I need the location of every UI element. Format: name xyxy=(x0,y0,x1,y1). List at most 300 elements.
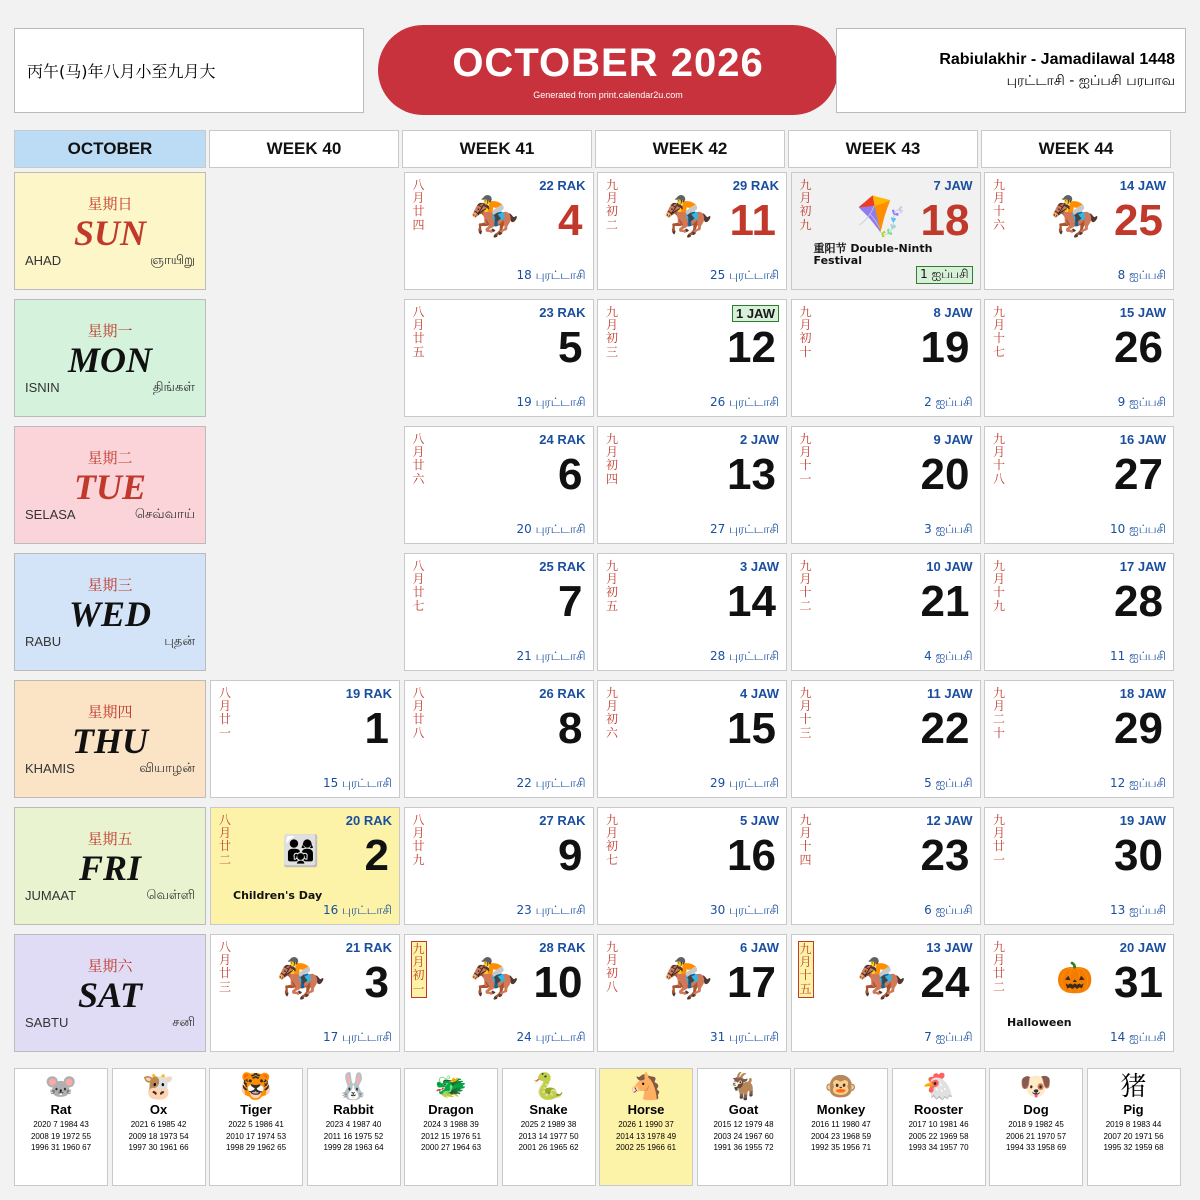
calendar-day-cell[interactable] xyxy=(597,680,787,798)
day-label-english: MON xyxy=(67,340,152,380)
day-label-malay: SELASA xyxy=(25,507,76,522)
day-label-tamil: வியாழன் xyxy=(139,761,195,776)
day-label-chinese: 星期日 xyxy=(87,195,133,213)
calendar-day-cell[interactable] xyxy=(791,172,981,290)
zodiac-year-line: 2022 5 1986 41 xyxy=(228,1120,284,1129)
hijri-date: 26 RAK xyxy=(539,686,586,701)
zodiac-years xyxy=(908,1119,968,1154)
zodiac-name: Rooster xyxy=(913,1102,964,1117)
day-number: 13 xyxy=(727,450,776,499)
zodiac-year-line: 1998 29 1962 65 xyxy=(225,1143,287,1153)
lunar-date: 九月廿二 xyxy=(992,940,1005,994)
day-number: 23 xyxy=(920,831,970,880)
tamil-date: 4 ஐப்பசி xyxy=(924,649,973,663)
hijri-date: 12 JAW xyxy=(926,813,973,828)
tamil-date: 19 புரட்டாசி xyxy=(516,395,586,409)
zodiac-year-line: 2023 4 1987 40 xyxy=(325,1120,382,1129)
lunar-date: 八月廿七 xyxy=(412,559,425,613)
lunar-date: 八月廿八 xyxy=(412,686,425,740)
zodiac-year-line: 1993 34 1957 70 xyxy=(908,1143,969,1153)
zodiac-year-line: 1996 31 1960 67 xyxy=(30,1143,92,1153)
zodiac-year-line: 2011 16 1975 52 xyxy=(323,1131,384,1141)
zodiac-year-line: 2021 6 1985 42 xyxy=(130,1120,187,1129)
hijri-date: 6 JAW xyxy=(739,940,779,955)
day-number: 19 xyxy=(920,323,970,372)
zodiac-year-line: 2001 26 1965 62 xyxy=(518,1143,579,1153)
hijri-date: 11 JAW xyxy=(926,686,973,701)
lunar-date: 九月初十 xyxy=(799,305,812,359)
day-label-english: WED xyxy=(68,594,152,634)
tamil-date: 16 புரட்டாசி xyxy=(323,903,392,917)
lunar-date: 九月十三 xyxy=(799,686,812,740)
tamil-date: 28 புரட்டாசி xyxy=(710,649,779,663)
zodiac-year-line: 2009 18 1973 54 xyxy=(128,1131,189,1141)
tamil-date: 8 ஐப்பசி xyxy=(1117,268,1166,282)
calendar-day-cell[interactable] xyxy=(597,426,787,544)
day-label-tamil: வெள்ளி xyxy=(146,888,195,903)
hijri-date: 15 JAW xyxy=(1119,305,1166,320)
tamil-date: 1 ஐப்பசி xyxy=(916,266,972,284)
tiger-icon: 🐯 xyxy=(239,1071,273,1101)
zodiac-year-line: 2014 13 1978 49 xyxy=(615,1131,677,1141)
horse-icon: 🐴 xyxy=(629,1071,663,1101)
lunar-date: 九月十九 xyxy=(992,559,1005,613)
lunar-date: 八月廿二 xyxy=(218,813,231,867)
calendar-day-cell[interactable] xyxy=(597,553,787,671)
calendar-day-cell[interactable] xyxy=(404,299,594,417)
calendar-day-cell[interactable] xyxy=(791,807,981,925)
day-label-malay: RABU xyxy=(25,634,62,649)
day-number: 8 xyxy=(558,704,583,753)
zodiac-name: Tiger xyxy=(240,1102,272,1117)
day-label-malay: AHAD xyxy=(25,253,62,268)
week-header-3: WEEK 42 xyxy=(595,130,785,168)
hijri-date: 20 JAW xyxy=(1119,940,1166,955)
day-label-tamil: செவ்வாய் xyxy=(134,507,195,522)
hijri-date: 21 RAK xyxy=(345,940,392,955)
hijri-date: 9 JAW xyxy=(933,432,973,447)
zodiac-year-line: 1992 35 1956 71 xyxy=(810,1143,872,1153)
lunar-date: 八月廿四 xyxy=(412,178,425,232)
week-header-2: WEEK 41 xyxy=(402,130,592,168)
tamil-date: 9 ஐப்பசி xyxy=(1117,395,1166,409)
lunar-date: 九月初三 xyxy=(605,305,618,359)
week-header-1: WEEK 40 xyxy=(209,130,399,168)
zodiac-card-pig[interactable] xyxy=(1087,1068,1181,1186)
lunar-date: 九月初九 xyxy=(799,178,812,232)
zodiac-name: Horse xyxy=(627,1102,665,1117)
calendar-day-cell[interactable] xyxy=(791,680,981,798)
tamil-date: 5 ஐப்பசி xyxy=(924,776,973,790)
horse-racing-icon: 🏇 xyxy=(663,195,713,239)
snake-icon: 🐍 xyxy=(532,1071,565,1101)
hijri-date: 1 JAW xyxy=(732,305,779,322)
tamil-date: 15 புரட்டாசி xyxy=(323,776,392,790)
zodiac-name: Dog xyxy=(1023,1102,1049,1117)
day-number: 12 xyxy=(727,323,776,372)
tamil-date: 29 புரட்டாசி xyxy=(710,776,779,790)
calendar-day-cell[interactable] xyxy=(597,807,787,925)
children-icon: 👨‍👩‍👧 xyxy=(282,835,320,868)
calendar-day-cell[interactable] xyxy=(597,172,787,290)
zodiac-year-line: 2016 11 1980 47 xyxy=(811,1120,871,1129)
hijri-date: 4 JAW xyxy=(739,686,779,701)
horse-racing-icon: 🏇 xyxy=(469,957,520,1001)
calendar-day-cell[interactable] xyxy=(984,172,1174,290)
day-number: 7 xyxy=(558,577,583,626)
zodiac-name: Rabbit xyxy=(333,1102,374,1117)
calendar-day-cell[interactable] xyxy=(404,172,594,290)
day-number: 2 xyxy=(364,831,389,880)
horse-racing-icon: 🏇 xyxy=(663,957,713,1001)
day-label-chinese: 星期二 xyxy=(87,449,133,467)
tamil-date: 2 ஐப்பசி xyxy=(924,395,973,409)
zodiac-year-line: 2000 27 1964 63 xyxy=(420,1143,482,1153)
zodiac-years xyxy=(616,1119,676,1154)
zodiac-years xyxy=(31,1119,91,1154)
hijri-date: 22 RAK xyxy=(539,178,586,193)
day-label-tamil: சனி xyxy=(172,1015,195,1030)
hijri-date: 29 RAK xyxy=(732,178,779,193)
day-number: 5 xyxy=(558,323,583,372)
zodiac-years xyxy=(323,1119,383,1154)
calendar-day-cell[interactable] xyxy=(404,553,594,671)
day-number: 17 xyxy=(727,958,776,1007)
zodiac-card-goat[interactable] xyxy=(697,1068,791,1186)
day-number: 6 xyxy=(558,450,583,499)
day-number: 27 xyxy=(1114,450,1163,499)
hijri-date: 25 RAK xyxy=(539,559,586,574)
lunar-date: 九月十五 xyxy=(798,941,814,998)
hijri-date: 19 RAK xyxy=(345,686,392,701)
tamil-date: 13 ஐப்பசி xyxy=(1110,903,1166,917)
tamil-date: 22 புரட்டாசி xyxy=(516,776,586,790)
zodiac-card-dog[interactable] xyxy=(989,1068,1083,1186)
header-chinese-era xyxy=(14,28,364,113)
tamil-months-label: புரட்டாசி - ஐப்பசி பரபாவ xyxy=(1006,72,1175,89)
day-label-malay: KHAMIS xyxy=(25,761,75,776)
hijri-date: 27 RAK xyxy=(539,813,586,828)
hijri-date: 8 JAW xyxy=(933,305,973,320)
zodiac-year-line: 2004 23 1968 59 xyxy=(810,1131,872,1141)
zodiac-card-snake[interactable] xyxy=(502,1068,596,1186)
zodiac-year-line: 2018 9 1982 45 xyxy=(1008,1120,1064,1129)
double-ninth-icon: 🪁 xyxy=(856,195,907,239)
zodiac-name: Monkey xyxy=(816,1102,866,1117)
horse-racing-icon: 🏇 xyxy=(276,957,326,1001)
tamil-date: 20 புரட்டாசி xyxy=(516,522,586,536)
tamil-date: 17 புரட்டாசி xyxy=(323,1030,392,1044)
rooster-icon: 🐔 xyxy=(922,1071,955,1101)
tamil-date: 12 ஐப்பசி xyxy=(1110,776,1166,790)
calendar-cell-empty xyxy=(210,553,400,671)
hijri-date: 13 JAW xyxy=(926,940,973,955)
hijri-date: 3 JAW xyxy=(739,559,779,574)
zodiac-card-ox[interactable] xyxy=(112,1068,206,1186)
tamil-date: 25 புரட்டாசி xyxy=(710,268,779,282)
day-label-chinese: 星期六 xyxy=(87,957,133,975)
day-label-wed xyxy=(14,553,206,671)
zodiac-year-line: 2005 22 1969 58 xyxy=(908,1131,969,1141)
tamil-date: 26 புரட்டாசி xyxy=(710,395,779,409)
tamil-date: 6 ஐப்பசி xyxy=(924,903,973,917)
hijri-date: 23 RAK xyxy=(539,305,586,320)
day-number: 30 xyxy=(1114,831,1163,880)
tamil-date: 31 புரட்டாசி xyxy=(710,1030,779,1044)
lunar-date: 九月初一 xyxy=(411,941,427,998)
zodiac-year-line: 2012 15 1976 51 xyxy=(420,1131,482,1141)
week-header-4: WEEK 43 xyxy=(788,130,978,168)
day-number: 15 xyxy=(727,704,776,753)
calendar-day-cell[interactable] xyxy=(210,807,400,925)
zodiac-years xyxy=(1006,1119,1066,1154)
hijri-date: 28 RAK xyxy=(539,940,586,955)
calendar-day-cell[interactable] xyxy=(791,299,981,417)
lunar-date: 八月廿三 xyxy=(218,940,231,994)
rabbit-icon: 🐰 xyxy=(337,1071,370,1101)
hijri-date: 17 JAW xyxy=(1119,559,1166,574)
generated-credit: Generated from print.calendar2u.com xyxy=(533,89,683,100)
day-label-chinese: 星期五 xyxy=(87,830,133,848)
day-label-tue xyxy=(14,426,206,544)
tamil-date: 11 ஐப்பசி xyxy=(1110,649,1166,663)
tamil-date: 10 ஐப்பசி xyxy=(1110,522,1166,536)
calendar-day-cell[interactable] xyxy=(984,807,1174,925)
day-label-english: SUN xyxy=(73,213,147,253)
hijri-date: 10 JAW xyxy=(926,559,973,574)
day-number: 21 xyxy=(920,577,970,626)
hijri-date: 16 JAW xyxy=(1119,432,1166,447)
zodiac-year-line: 2003 24 1967 60 xyxy=(713,1131,774,1141)
calendar-day-cell[interactable] xyxy=(404,426,594,544)
calendar-day-cell[interactable] xyxy=(791,934,981,1052)
zodiac-name: Snake xyxy=(529,1102,568,1117)
tamil-date: 23 புரட்டாசி xyxy=(516,903,586,917)
day-label-english: FRI xyxy=(78,848,142,888)
lunar-date: 九月二十 xyxy=(992,686,1005,740)
header-islamic-tamil xyxy=(836,28,1186,113)
zodiac-year-line: 2010 17 1974 53 xyxy=(225,1131,287,1141)
lunar-date: 九月十一 xyxy=(799,432,812,486)
tamil-date: 24 புரட்டாசி xyxy=(516,1030,586,1044)
dog-icon: 🐶 xyxy=(1019,1071,1053,1101)
day-label-chinese: 星期四 xyxy=(87,703,133,721)
zodiac-name: Ox xyxy=(149,1102,168,1117)
lunar-date: 九月初二 xyxy=(605,178,618,232)
day-label-malay: SABTU xyxy=(25,1015,69,1030)
hijri-date: 5 JAW xyxy=(739,813,779,828)
zodiac-years xyxy=(811,1119,871,1154)
event-label: Halloween xyxy=(1007,1015,1072,1029)
day-label-malay: JUMAAT xyxy=(25,888,77,903)
lunar-date: 八月廿五 xyxy=(412,305,425,359)
calendar-day-cell[interactable] xyxy=(984,934,1174,1052)
zodiac-year-line: 1997 30 1961 66 xyxy=(128,1143,189,1153)
zodiac-year-line: 2025 2 1989 38 xyxy=(520,1120,577,1129)
zodiac-card-monkey[interactable] xyxy=(794,1068,888,1186)
day-number: 11 xyxy=(729,196,776,245)
lunar-date: 八月廿六 xyxy=(412,432,425,486)
lunar-date: 九月十八 xyxy=(992,432,1005,486)
lunar-date: 九月初五 xyxy=(605,559,618,613)
zodiac-card-rat[interactable] xyxy=(14,1068,108,1186)
horse-racing-icon: 🏇 xyxy=(856,957,907,1001)
lunar-date: 九月初六 xyxy=(605,686,618,740)
calendar-day-cell[interactable] xyxy=(791,553,981,671)
day-label-sat xyxy=(14,934,206,1052)
zodiac-name: Rat xyxy=(50,1102,72,1117)
day-number: 25 xyxy=(1114,196,1163,245)
hijri-date: 7 JAW xyxy=(933,178,973,193)
calendar-day-cell[interactable] xyxy=(791,426,981,544)
rat-icon: 🐭 xyxy=(44,1071,78,1101)
lunar-date: 九月十七 xyxy=(992,305,1005,359)
calendar-day-cell[interactable] xyxy=(404,807,594,925)
lunar-date: 八月廿九 xyxy=(412,813,425,867)
zodiac-years xyxy=(421,1119,481,1154)
zodiac-year-line: 2024 3 1988 39 xyxy=(423,1120,479,1129)
calendar-day-cell[interactable] xyxy=(404,934,594,1052)
zodiac-year-line: 2019 8 1983 44 xyxy=(1105,1120,1162,1129)
day-number: 28 xyxy=(1114,577,1163,626)
hijri-date: 24 RAK xyxy=(539,432,586,447)
zodiac-years xyxy=(713,1119,773,1154)
zodiac-name: Pig xyxy=(1123,1102,1144,1117)
zodiac-year-line: 2026 1 1990 37 xyxy=(618,1120,674,1129)
zodiac-year-line: 1991 36 1955 72 xyxy=(713,1143,774,1153)
hijri-date: 2 JAW xyxy=(739,432,779,447)
day-number: 16 xyxy=(727,831,776,880)
day-number: 4 xyxy=(558,196,583,245)
event-label: 重阳节 Double-Ninth Festival xyxy=(813,241,933,267)
zodiac-card-horse[interactable] xyxy=(599,1068,693,1186)
zodiac-year-line: 2008 19 1972 55 xyxy=(30,1131,92,1141)
lunar-date: 九月十四 xyxy=(799,813,812,867)
calendar-cell-empty xyxy=(210,172,400,290)
lunar-date: 九月十六 xyxy=(992,178,1005,232)
day-number: 20 xyxy=(920,450,970,499)
lunar-date: 九月初四 xyxy=(605,432,618,486)
calendar-day-cell[interactable] xyxy=(984,426,1174,544)
day-number: 26 xyxy=(1114,323,1163,372)
day-label-english: SAT xyxy=(77,975,143,1015)
hijri-months-label: Rabiulakhir - Jamadilawal 1448 xyxy=(939,50,1175,68)
tamil-date: 3 ஐப்பசி xyxy=(924,522,973,536)
horse-racing-icon: 🏇 xyxy=(469,195,520,239)
dragon-icon: 🐲 xyxy=(434,1071,468,1101)
day-number: 3 xyxy=(364,958,389,1007)
calendar-day-cell[interactable] xyxy=(210,934,400,1052)
header-chinese-era-text: 丙午(马)年八月小至九月大 xyxy=(27,62,216,81)
calendar-cell-empty xyxy=(210,299,400,417)
month-title-badge xyxy=(378,25,838,115)
calendar-day-cell[interactable] xyxy=(984,553,1174,671)
zodiac-year-line: 1995 32 1959 68 xyxy=(1103,1143,1164,1153)
day-number: 1 xyxy=(364,704,389,753)
day-label-tamil: ஞாயிறு xyxy=(150,253,195,268)
zodiac-years xyxy=(128,1119,188,1154)
day-label-fri xyxy=(14,807,206,925)
ox-icon: 🐮 xyxy=(142,1071,175,1101)
zodiac-years xyxy=(1103,1119,1163,1154)
day-label-thu xyxy=(14,680,206,798)
monkey-icon: 🐵 xyxy=(824,1071,858,1101)
tamil-date: 7 ஐப்பசி xyxy=(924,1030,973,1044)
calendar-day-cell[interactable] xyxy=(597,299,787,417)
lunar-date: 九月初八 xyxy=(605,940,618,994)
tamil-date: 14 ஐப்பசி xyxy=(1110,1030,1166,1044)
day-number: 14 xyxy=(727,577,776,626)
day-label-sun xyxy=(14,172,206,290)
zodiac-years xyxy=(518,1119,578,1154)
hijri-date: 14 JAW xyxy=(1119,178,1166,193)
day-number: 18 xyxy=(920,196,970,245)
lunar-date: 九月廿一 xyxy=(992,813,1005,867)
calendar-day-cell[interactable] xyxy=(404,680,594,798)
horse-racing-icon: 🏇 xyxy=(1050,195,1100,239)
zodiac-card-rooster[interactable] xyxy=(892,1068,986,1186)
day-number: 31 xyxy=(1114,958,1163,1007)
calendar-grid xyxy=(14,172,1186,1062)
hijri-date: 19 JAW xyxy=(1119,813,1166,828)
event-label: Children's Day xyxy=(233,888,323,902)
day-label-tamil: திங்கள் xyxy=(152,380,195,395)
zodiac-years xyxy=(226,1119,286,1154)
zodiac-year-line: 2013 14 1977 50 xyxy=(518,1131,579,1141)
day-number: 9 xyxy=(558,831,583,880)
calendar-day-cell[interactable] xyxy=(984,680,1174,798)
day-label-english: TUE xyxy=(74,467,146,507)
calendar-day-cell[interactable] xyxy=(984,299,1174,417)
week-header-row xyxy=(14,130,1186,168)
zodiac-year-line: 2017 10 1981 46 xyxy=(908,1120,969,1129)
hijri-date: 20 RAK xyxy=(345,813,392,828)
zodiac-name: Goat xyxy=(728,1102,759,1117)
zodiac-card-rabbit[interactable] xyxy=(307,1068,401,1186)
zodiac-year-line: 1994 33 1958 69 xyxy=(1005,1143,1067,1153)
calendar-day-cell[interactable] xyxy=(210,680,400,798)
day-number: 22 xyxy=(920,704,970,753)
hijri-date: 18 JAW xyxy=(1119,686,1166,701)
calendar-day-cell[interactable] xyxy=(597,934,787,1052)
zodiac-footer xyxy=(14,1068,1186,1186)
lunar-date: 九月十二 xyxy=(799,559,812,613)
zodiac-glyph: 猪 xyxy=(1120,1071,1147,1101)
lunar-date: 八月廿一 xyxy=(218,686,231,740)
day-number: 29 xyxy=(1114,704,1163,753)
week-header-month: OCTOBER xyxy=(14,130,206,168)
calendar-header xyxy=(14,28,1186,113)
tamil-date: 18 புரட்டாசி xyxy=(516,268,586,282)
calendar-cell-empty xyxy=(210,426,400,544)
zodiac-year-line: 1999 28 1963 64 xyxy=(323,1143,384,1153)
day-number: 10 xyxy=(533,958,583,1007)
day-label-tamil: புதன் xyxy=(164,634,195,649)
tamil-date: 27 புரட்டாசி xyxy=(710,522,779,536)
zodiac-year-line: 2020 7 1984 43 xyxy=(33,1120,89,1129)
zodiac-card-tiger[interactable] xyxy=(209,1068,303,1186)
zodiac-year-line: 2007 20 1971 56 xyxy=(1103,1131,1164,1141)
zodiac-name: Dragon xyxy=(428,1102,474,1117)
zodiac-card-dragon[interactable] xyxy=(404,1068,498,1186)
tamil-date: 30 புரட்டாசி xyxy=(710,903,779,917)
day-number: 24 xyxy=(920,958,970,1007)
day-label-mon xyxy=(14,299,206,417)
day-label-english: THU xyxy=(72,721,148,761)
lunar-date: 九月初七 xyxy=(605,813,618,867)
goat-icon: 🐐 xyxy=(727,1071,760,1101)
zodiac-year-line: 2015 12 1979 48 xyxy=(713,1120,774,1129)
